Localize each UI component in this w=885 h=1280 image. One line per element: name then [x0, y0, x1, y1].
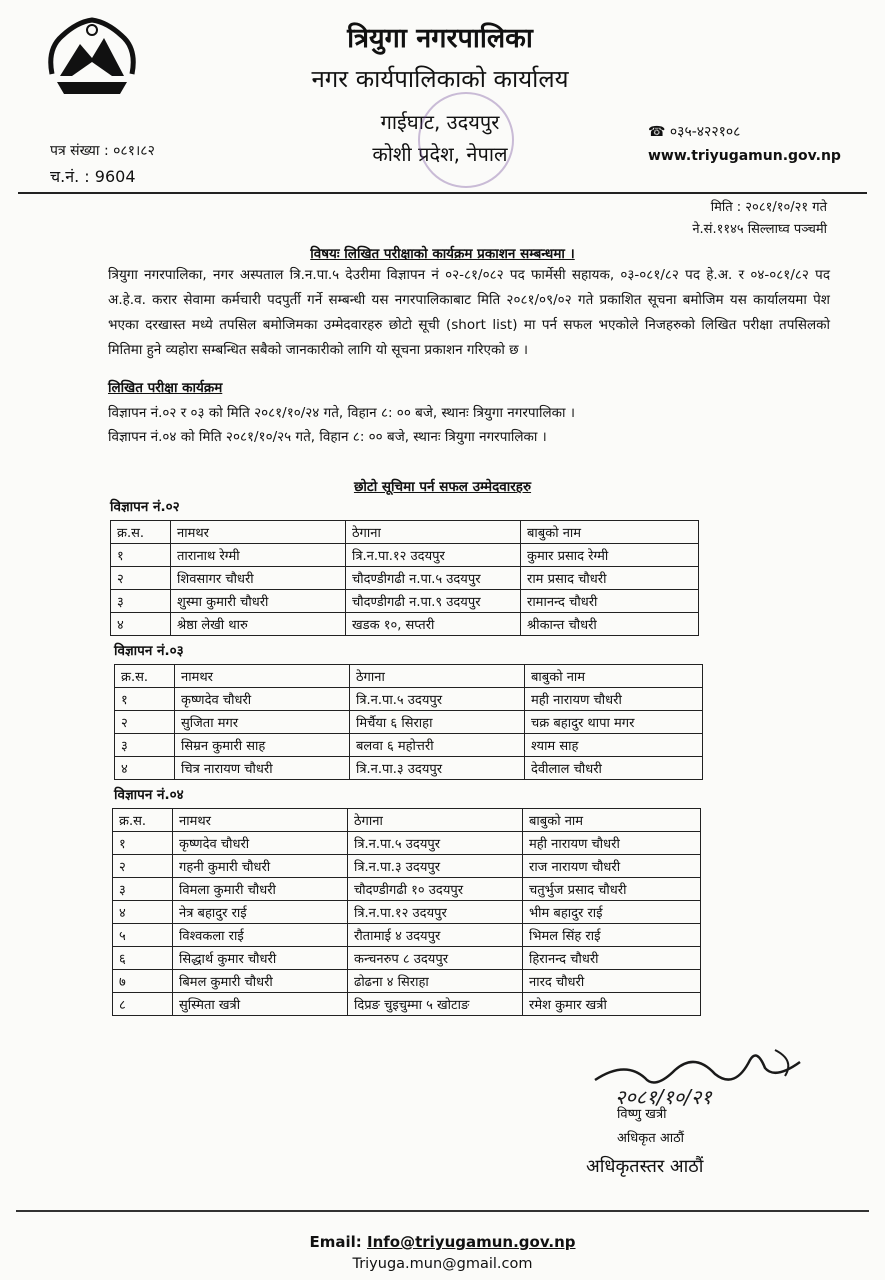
address-line-2: कोशी प्रदेश, नेपाल — [372, 142, 508, 166]
col-sn: क्र.स. — [113, 809, 173, 832]
table-row — [113, 993, 701, 1016]
col-address: ठेगाना — [346, 521, 521, 544]
cell: रमेश कुमार खत्री — [523, 993, 701, 1016]
cell: २ — [111, 567, 171, 590]
signatory-title: अधिकृत आठौं — [617, 1131, 685, 1146]
nepal-sambat-date: ने.सं.११४५ सिल्लाघ्व पञ्चमी — [692, 222, 827, 237]
advert-03-label: विज्ञापन नं.०३ — [114, 643, 184, 659]
letter-reference-number: पत्र संख्या : ०८१।८२ — [50, 143, 155, 159]
dispatch-number: च.नं. : 9604 — [50, 167, 136, 186]
cell: चक्र बहादुर थापा मगर — [525, 711, 703, 734]
signatory-rank-stamp: अधिकृतस्तर आठौं — [586, 1156, 704, 1177]
cell: तारानाथ रेग्मी — [171, 544, 346, 567]
cell: त्रि.न.पा.५ उदयपुर — [350, 688, 525, 711]
cell: ४ — [115, 757, 175, 780]
website-link[interactable]: www.triyugamun.gov.np — [648, 148, 841, 164]
cell: ८ — [113, 993, 173, 1016]
cell: रौतामाई ४ उदयपुर — [348, 924, 523, 947]
table-row — [115, 688, 703, 711]
advert-04-table — [112, 808, 701, 1016]
cell: श्रेष्ठा लेखी थारु — [171, 613, 346, 636]
cell: सुजिता मगर — [175, 711, 350, 734]
cell: मही नारायण चौधरी — [523, 832, 701, 855]
cell: कन्चनरुप ८ उदयपुर — [348, 947, 523, 970]
cell: चौदण्डीगढी न.पा.५ उदयपुर — [346, 567, 521, 590]
col-name: नामथर — [175, 665, 350, 688]
cell: मिर्चैया ६ सिराहा — [350, 711, 525, 734]
table-row — [113, 878, 701, 901]
advert-04-label: विज्ञापन नं.०४ — [114, 787, 184, 803]
cell: कृष्णदेव चौधरी — [175, 688, 350, 711]
cell: विश्वकला राई — [173, 924, 348, 947]
col-name: नामथर — [171, 521, 346, 544]
cell: सिम्रन कुमारी साह — [175, 734, 350, 757]
col-name: नामथर — [173, 809, 348, 832]
table-header-row — [113, 809, 701, 832]
header-divider — [18, 192, 867, 194]
signatory-name: विष्णु खत्री — [617, 1107, 667, 1122]
cell: राम प्रसाद चौधरी — [521, 567, 699, 590]
table-header-row — [111, 521, 699, 544]
footer-divider — [16, 1210, 869, 1212]
table-row — [113, 970, 701, 993]
exam-schedule-title: लिखित परीक्षा कार्यक्रम — [108, 380, 223, 396]
advert-02-table — [110, 520, 699, 636]
cell: कुमार प्रसाद रेग्मी — [521, 544, 699, 567]
cell: त्रि.न.पा.३ उदयपुर — [350, 757, 525, 780]
cell: त्रि.न.पा.१२ उदयपुर — [346, 544, 521, 567]
cell: त्रि.न.पा.५ उदयपुर — [348, 832, 523, 855]
table-row — [115, 711, 703, 734]
footer-email-line — [0, 1233, 885, 1251]
signature-date: २०८१/१०/२१ — [615, 1085, 712, 1109]
col-sn: क्र.स. — [115, 665, 175, 688]
cell: २ — [115, 711, 175, 734]
cell: बिमल कुमारी चौधरी — [173, 970, 348, 993]
cell: ५ — [113, 924, 173, 947]
cell: गहनी कुमारी चौधरी — [173, 855, 348, 878]
municipality-title: त्रियुगा नगरपालिका — [347, 23, 533, 54]
cell: ३ — [113, 878, 173, 901]
cell: त्रि.न.पा.३ उदयपुर — [348, 855, 523, 878]
cell: ३ — [111, 590, 171, 613]
cell: देवीलाल चौधरी — [525, 757, 703, 780]
cell: १ — [113, 832, 173, 855]
cell: सिद्धार्थ कुमार चौधरी — [173, 947, 348, 970]
cell: १ — [115, 688, 175, 711]
cell: त्रि.न.पा.१२ उदयपुर — [348, 901, 523, 924]
cell: रामानन्द चौधरी — [521, 590, 699, 613]
exam-schedule-line-1: विज्ञापन नं.०२ र ०३ को मिति २०८१/१०/२४ गते, विहान ८: ०० बजे, स्थानः त्रियुगा नगरपालिका । — [108, 405, 575, 421]
cell: सुस्मिता खत्री — [173, 993, 348, 1016]
col-father-name: बाबुको नाम — [521, 521, 699, 544]
table-row — [111, 613, 699, 636]
table-row — [111, 544, 699, 567]
table-row — [113, 924, 701, 947]
cell: श्रीकान्त चौधरी — [521, 613, 699, 636]
phone-number: ☎ ०३५-४२२१०८ — [648, 124, 741, 140]
table-row — [111, 567, 699, 590]
email-link[interactable]: Info@triyugamun.gov.np — [367, 1233, 576, 1251]
table-row — [113, 947, 701, 970]
advert-02-label: विज्ञापन नं.०२ — [110, 499, 180, 515]
cell: नारद चौधरी — [523, 970, 701, 993]
cell: ४ — [111, 613, 171, 636]
cell: चित्र नारायण चौधरी — [175, 757, 350, 780]
cell: बलवा ६ महोत्तरी — [350, 734, 525, 757]
table-row — [113, 901, 701, 924]
table-header-row — [115, 665, 703, 688]
col-father-name: बाबुको नाम — [525, 665, 703, 688]
table-row — [115, 757, 703, 780]
cell: श्याम साह — [525, 734, 703, 757]
address-line-1: गाईघाट, उदयपुर — [380, 110, 500, 134]
cell: खडक १०, सप्तरी — [346, 613, 521, 636]
cell: ४ — [113, 901, 173, 924]
office-seal-stamp — [418, 92, 514, 188]
cell: चतुर्भुज प्रसाद चौधरी — [523, 878, 701, 901]
col-address: ठेगाना — [348, 809, 523, 832]
col-address: ठेगाना — [350, 665, 525, 688]
table-row — [113, 855, 701, 878]
cell: भिमल सिंह राई — [523, 924, 701, 947]
advert-03-table — [114, 664, 703, 780]
cell: हिरानन्द चौधरी — [523, 947, 701, 970]
table-row — [113, 832, 701, 855]
notice-body: त्रियुगा नगरपालिका, नगर अस्पताल त्रि.न.पा.५ देउरीमा विज्ञापन नं ०२-८१/०८२ पद फार्मेसी सहायक, ०३-०८१/८२ पद हे.अ. र ०४-०८१/८२ पद अ.हे.व. करार सेवामा कर्मचारी पदपुर्ती गर्ने सम्बन्धी यस नगरपालिकाबाट मिति २०८१/०९/०२ गते प्रकाशित सूचना बमोजिम यस कार्यालयमा पेश भएका दरखास्त मध्ये तपसिल बमोजिमका उम्मेदवारहरु छोटो सूची (short list) मा पर्न सफल भएकोले निजहरुको लिखित परीक्षा तपसिलको मितिमा हुने व्यहोरा सम्बन्धित सबैको जानकारीको लागि यो सूचना प्रकाशन गरिएको छ । — [108, 267, 830, 358]
office-subtitle: नगर कार्यपालिकाको कार्यालय — [311, 65, 569, 93]
cell: १ — [111, 544, 171, 567]
table-row — [115, 734, 703, 757]
cell: चौदण्डीगढी १० उदयपुर — [348, 878, 523, 901]
cell: विमला कुमारी चौधरी — [173, 878, 348, 901]
cell: मही नारायण चौधरी — [525, 688, 703, 711]
cell: दिप्रङ चुइचुम्मा ५ खोटाङ — [348, 993, 523, 1016]
shortlist-title: छोटो सूचिमा पर्न सफल उम्मेदवारहरु — [353, 479, 532, 495]
cell: ७ — [113, 970, 173, 993]
cell: कृष्णदेव चौधरी — [173, 832, 348, 855]
cell: भीम बहादुर राई — [523, 901, 701, 924]
footer-email-alt[interactable]: Triyuga.mun@gmail.com — [352, 1256, 533, 1272]
col-father-name: बाबुको नाम — [523, 809, 701, 832]
cell: शुस्मा कुमारी चौधरी — [171, 590, 346, 613]
cell: ६ — [113, 947, 173, 970]
municipality-logo-icon — [42, 14, 142, 102]
cell: नेत्र बहादुर राई — [173, 901, 348, 924]
cell: चौदण्डीगढी न.पा.९ उदयपुर — [346, 590, 521, 613]
letter-date: मिति : २०८१/१०/२१ गते — [710, 200, 827, 215]
cell: राज नारायण चौधरी — [523, 855, 701, 878]
letter-subject: विषयः लिखित परीक्षाको कार्यक्रम प्रकाशन सम्बन्धमा । — [310, 246, 575, 262]
exam-schedule-line-2: विज्ञापन नं.०४ को मिति २०८१/१०/२५ गते, विहान ८: ०० बजे, स्थानः त्रियुगा नगरपालिका । — [108, 429, 547, 445]
cell: २ — [113, 855, 173, 878]
cell: ३ — [115, 734, 175, 757]
cell: शिवसागर चौधरी — [171, 567, 346, 590]
cell: ढोढना ४ सिराहा — [348, 970, 523, 993]
col-sn: क्र.स. — [111, 521, 171, 544]
table-row — [111, 590, 699, 613]
email-label: Email: — [309, 1233, 362, 1251]
